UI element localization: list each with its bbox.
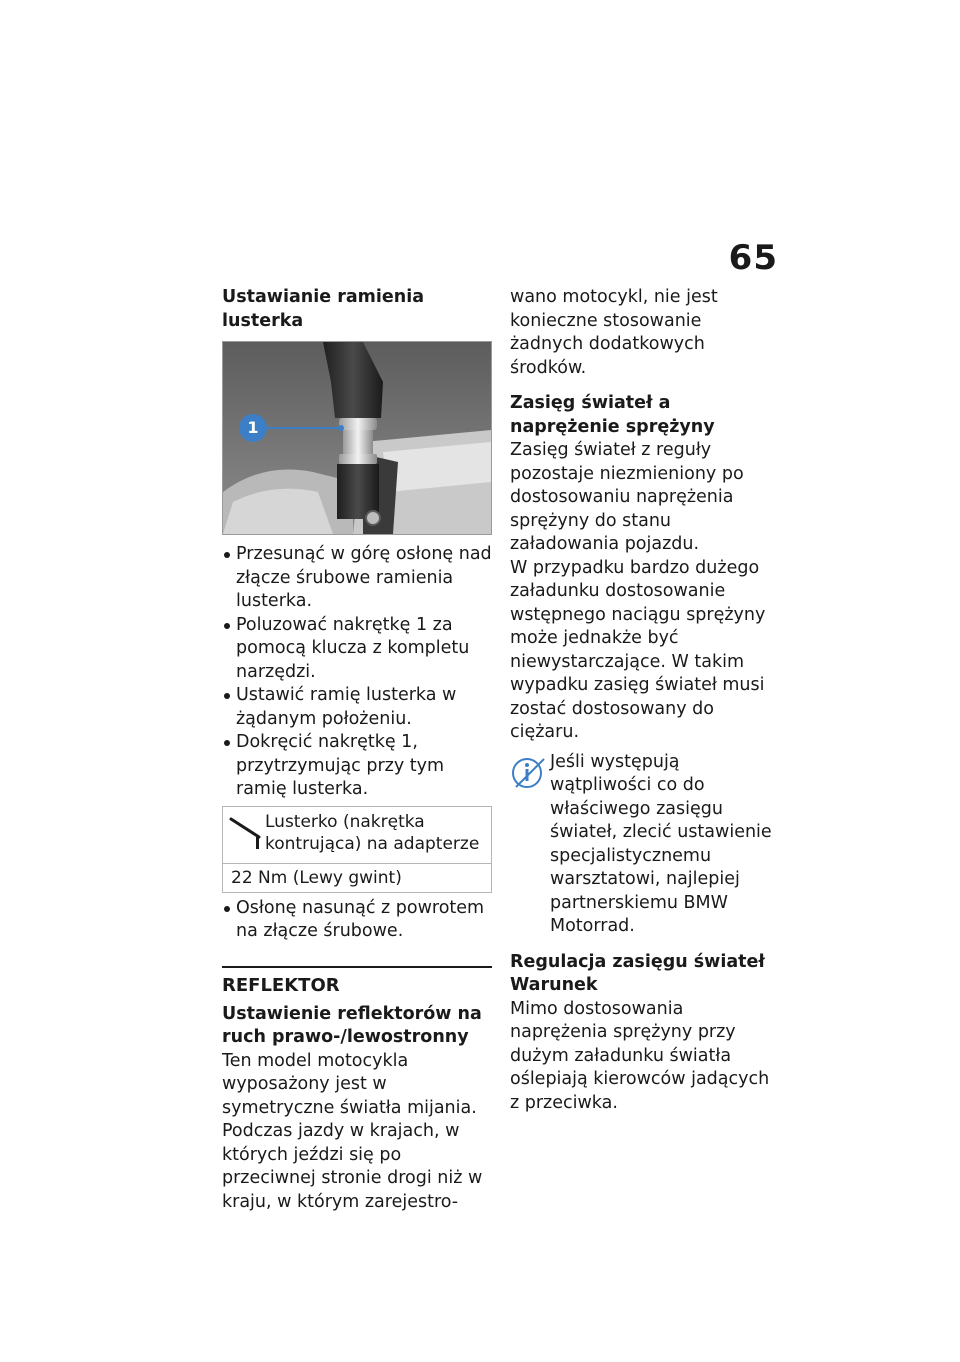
mirror-arm-figure [222,341,492,535]
range-adjust-heading: Regulacja zasięgu świateł [510,951,765,972]
left-column [222,286,492,1214]
step-1: Przesunąć w górę osłonę nad złącze śrubowe ramienia lusterka. [222,543,492,614]
info-note-text: Jeśli występują wątpliwości co do właściwego zasięgu świateł, zlecić ustawienie specjalistycznemu warsztatowi, najlepiej partnerskiemu BMW Motorrad. [550,751,772,936]
step-2: Poluzować nakrętkę 1 za pomocą klucza z kompletu narzędzi. [222,614,492,685]
steps-list [222,543,492,802]
steps-list-continued [222,897,492,944]
range-spring-paragraph-1: Zasięg świateł z reguły pozostaje niezmieniony po dostosowaniu naprężenia sprężyny do stanu załadowania pojazdu. [510,440,744,554]
info-note [510,751,780,939]
step-5: Osłonę nasunąć z powrotem na złącze śrubowe. [222,897,492,944]
torque-spec-box [222,806,492,893]
range-spring-paragraph-2: W przypadku bardzo dużego załadunku dostosowanie wstępnego naciągu sprężyny może jednakże być niewystarczające. W takim wypadku zasięg świateł musi zostać dostosowany do ciężaru. [510,557,766,742]
section-title-reflektor: REFLEKTOR [222,966,492,997]
mirror-arm-heading: Ustawianie ramienia lusterka [222,287,425,331]
step-4: Dokręcić nakrętkę 1, przytrzymując przy tym ramię lusterka. [222,731,492,802]
range-spring-heading: Zasięg świateł a naprężenie sprężyny [510,393,715,437]
figure-callout-1: 1 [247,418,259,437]
wrench-icon [223,807,265,863]
torque-value: 22 Nm (Lewy gwint) [231,867,402,888]
condition-heading: Warunek [510,975,598,995]
right-column [510,286,780,1115]
step-3: Ustawić ramię lusterka w żądanym położeniu. [222,684,492,731]
headlight-traffic-text-continued: wano motocykl, nie jest konieczne stosowanie żadnych dodatkowych środków. [510,287,718,378]
headlight-traffic-text: Ten model motocykla wyposażony jest w symetryczne światła mijania. Podczas jazdy w krajach, w których jeździ się po przeciwnej stronie drogi niż w kraju, w którym zarejestro- [222,1050,483,1212]
headlight-traffic-heading: Ustawienie reflektorów na ruch prawo-/lewostronny [222,1003,482,1047]
info-icon [510,753,550,793]
torque-label: Lusterko (nakrętka kontrująca) na adapterze [265,811,480,854]
condition-text: Mimo dostosowania naprężenia sprężyny przy dużym załadunku światła oślepiają kierowców jadących z przeciwka. [510,998,770,1113]
page-number: 65 [728,238,778,278]
